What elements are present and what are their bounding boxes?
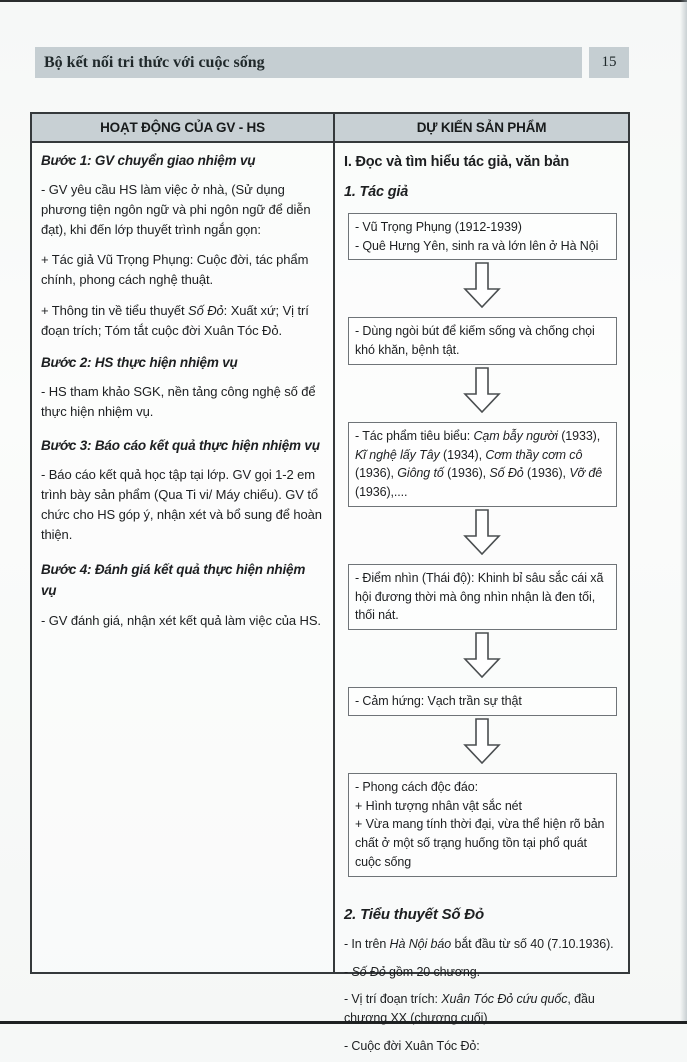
down-arrow-icon <box>462 632 502 678</box>
viewpoint-box: - Điểm nhìn (Thái độ): Khinh bỉ sâu sắc cái xã hội đương thời mà ông nhìn nhận là đen tối, thối nát. <box>348 564 617 630</box>
inspiration-box: - Cảm hứng: Vạch trần sự thật <box>348 687 617 716</box>
column-gv-hs <box>32 114 335 972</box>
step-1-point-author: + Tác giả Vũ Trọng Phụng: Cuộc đời, tác phẩm chính, phong cách nghệ thuật. <box>41 252 309 288</box>
novel-item-character-life: - Cuộc đời Xuân Tóc Đỏ: <box>344 1038 480 1053</box>
author-origin-line: - Quê Hưng Yên, sinh ra và lớn lên ở Hà Nội <box>355 238 599 253</box>
novel-item-publication: - In trên Hà Nội báo bắt đầu từ số 40 (7.10.1936). <box>344 936 614 951</box>
works-box: - Tác phẩm tiêu biểu: Cạm bẫy người (1933), Kĩ nghệ lấy Tây (1934), Cơm thầy cơm cô (1936), Giông tố (1936), Số Đỏ (1936), Vỡ đê (1936),.... <box>348 422 617 507</box>
flow-arrow-3 <box>344 509 619 555</box>
novel-item-chapters: - Số Đỏ gồm 20 chương. <box>344 964 480 979</box>
career-box: - Dùng ngòi bút để kiếm sống và chống chọi khó khăn, bệnh tật. <box>348 317 617 365</box>
activities-table <box>30 112 630 1053</box>
step-4-paragraph: - GV đánh giá, nhận xét kết quả làm việc của HS. <box>41 613 321 629</box>
novel-item-excerpt-position: - Vị trí đoạn trích: Xuân Tóc Đỏ cứu quốc, đầu chương XX (chương cuối) <box>344 992 595 1026</box>
author-info-box <box>348 213 617 261</box>
style-line-3: + Vừa mang tính thời đại, vừa thể hiện rõ bản chất ở một số trạng huống tồn tại phổ quát cuộc sống <box>355 817 605 869</box>
right-column-header: DỰ KIẾN SẢN PHẨM <box>335 114 628 143</box>
section-1-title: I. Đọc và tìm hiểu tác giả, văn bản <box>344 154 570 170</box>
step-1-point-novel: + Thông tin về tiểu thuyết Số Đỏ: Xuất xứ; Vị trí đoạn trích; Tóm tắt cuộc đời Xuân Tóc Đỏ. <box>41 302 309 338</box>
page-number: 15 <box>601 54 617 70</box>
flow-arrow-4 <box>344 632 619 678</box>
left-column-header: HOẠT ĐỘNG CỦA GV - HS <box>32 114 333 143</box>
series-title: Bộ kết nối tri thức với cuộc sống <box>44 53 265 71</box>
step-3-heading: Bước 3: Báo cáo kết quả thực hiện nhiệm vụ <box>41 438 320 454</box>
down-arrow-icon <box>462 367 502 413</box>
step-4-heading: Bước 4: Đánh giá kết quả thực hiện nhiệm vụ <box>41 561 306 598</box>
step-2-paragraph: - HS tham khảo SGK, nền tảng công nghệ số để thực hiện nhiệm vụ. <box>41 383 316 419</box>
down-arrow-icon <box>462 509 502 555</box>
style-line-1: - Phong cách độc đáo: <box>355 779 478 794</box>
column-expected-products <box>335 114 628 1053</box>
scan-right-edge-shadow <box>680 0 687 1024</box>
style-line-2: + Hình tượng nhân vật sắc nét <box>355 798 522 813</box>
novel-title-italic: Số Đỏ <box>188 302 224 318</box>
style-box <box>348 773 617 877</box>
step-3-paragraph: - Báo cáo kết quả học tập tại lớp. GV gọi 1-2 em trình bày sản phẩm (Qua Ti vi/ Máy chiếu). GV tổ chức cho HS góp ý, nhận xét và bổ sung để hoàn thiện. <box>41 467 322 543</box>
down-arrow-icon <box>462 718 502 764</box>
running-head-bar <box>35 47 582 78</box>
right-column-body <box>335 143 628 1062</box>
author-name-line: - Vũ Trọng Phụng (1912-1939) <box>355 219 522 234</box>
flow-arrow-2 <box>344 367 619 413</box>
down-arrow-icon <box>462 262 502 308</box>
left-column-body <box>32 143 333 972</box>
step-2-heading: Bước 2: HS thực hiện nhiệm vụ <box>41 354 238 370</box>
step-1-heading: Bước 1: GV chuyển giao nhiệm vụ <box>41 153 256 168</box>
flow-arrow-1 <box>344 262 619 308</box>
subsection-author-title: 1. Tác giả <box>344 184 409 201</box>
step-1-paragraph: - GV yêu cầu HS làm việc ở nhà, (Sử dụng phương tiện ngôn ngữ và phi ngôn ngữ để diễn đạt), khi đến lớp thuyết trình ngắn gọn: <box>41 181 311 238</box>
flow-arrow-5 <box>344 718 619 764</box>
scan-top-edge <box>0 0 687 2</box>
page-number-badge <box>589 47 629 78</box>
subsection-novel-title: 2. Tiểu thuyết Số Đỏ <box>344 905 484 923</box>
